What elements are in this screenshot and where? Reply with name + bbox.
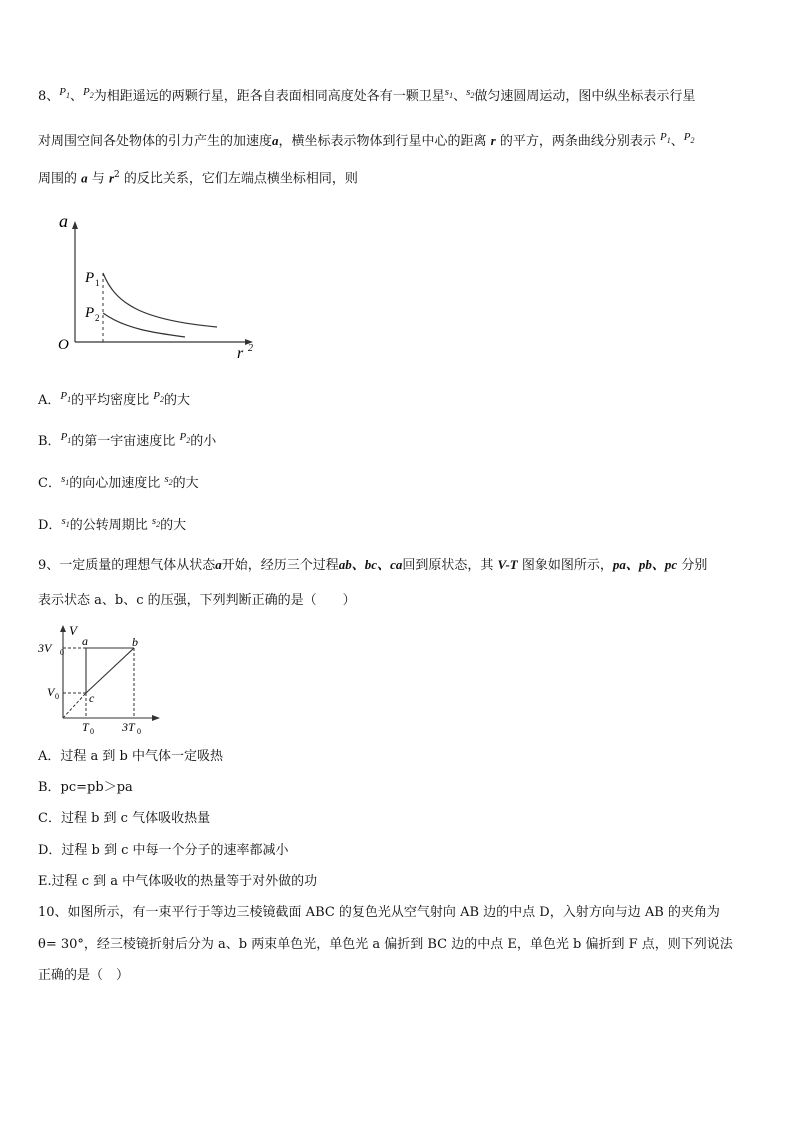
svg-text:V: V (69, 623, 77, 638)
q9-option-d: D．过程 b 到 c 中每一个分子的速率都减小 (38, 843, 289, 858)
label-p2: P (85, 305, 95, 321)
label-p1: P (85, 270, 95, 286)
svg-text:c: c (89, 691, 95, 705)
svg-text:3V: 3V (38, 641, 52, 655)
q10-line-2: θ= 30°，经三棱镜折射后分为 a、b 两束单色光，单色光 a 偏折到 BC 边的中点 E，单色光 b 偏折到 F 点，则下列说法 (38, 937, 733, 952)
q8-option-d: D．$^{s_1}$的公转周期比 $^{s_2}$的大 (38, 515, 187, 533)
q8-line-1: 8、$^{P_1}$、$^{P_2}$为相距遥远的两颗行星，距各自表面相同高度处各有一颗卫星$^{s_1}$、$^{s_2}$做匀速圆周运动，图中纵坐标表示行星 (38, 86, 696, 104)
q10-line-3: 正确的是（ ） (38, 968, 130, 983)
svg-text:3T: 3T (122, 720, 135, 734)
q8-line-2: 对周围空间各处物体的引力产生的加速度a，横坐标表示物体到行星中心的距离 r 的平方，两条曲线分别表示 $^{P_1}$、$^{P_2}$ (38, 131, 695, 149)
svg-text:2: 2 (95, 313, 100, 323)
q9-option-b: B．pc=pb＞pa (38, 780, 133, 795)
symbol-s2: s2 (466, 86, 475, 101)
q9-option-a: A．过程 a 到 b 中气体一定吸热 (38, 749, 223, 764)
q9-graph (36, 620, 166, 740)
svg-text:0: 0 (137, 727, 141, 736)
q9-line-1: 9、一定质量的理想气体从状态a开始，经历三个过程ab、bc、ca回到原状态，其 V-T 图象如图所示，pa、pb、pc 分别 (38, 557, 708, 573)
svg-text:V: V (47, 685, 55, 699)
q9-option-c: C．过程 b 到 c 气体吸收热量 (38, 811, 211, 826)
curve-p2 (103, 313, 185, 337)
q8-line-3: 周围的 a 与 $r^2$ 的反比关系，它们左端点横坐标相同，则 (38, 170, 358, 187)
q9-line-2: 表示状态 a、b、c 的压强，下列判断正确的是（ ） (38, 593, 356, 608)
q8-option-c: C．$^{s_1}$的向心加速度比 $^{s_2}$的大 (38, 473, 199, 491)
svg-text:0: 0 (60, 648, 64, 657)
svg-text:2: 2 (248, 343, 253, 354)
origin-label: O (58, 337, 69, 353)
curve-p1 (103, 273, 217, 327)
symbol-p2: P2 (83, 86, 94, 101)
q8-option-b: B．$^{P_1}$的第一宇宙速度比 $^{P_2}$的小 (38, 431, 217, 449)
svg-text:T: T (82, 720, 89, 734)
q10-line-1: 10、如图所示，有一束平行于等边三棱镜截面 ABC 的复色光从空气射向 AB 边的中点 D，入射方向与边 AB 的夹角为 (38, 905, 720, 920)
svg-text:1: 1 (95, 278, 100, 288)
q8-option-a: A．$^{P_1}$的平均密度比 $^{P_2}$的大 (38, 390, 191, 408)
svg-text:0: 0 (55, 692, 59, 701)
axis-label-a: a (59, 211, 68, 231)
svg-text:b: b (132, 635, 138, 649)
symbol-s1: s1 (444, 86, 454, 101)
symbol-p1: P1 (59, 86, 71, 101)
q8-graph (55, 205, 265, 365)
svg-text:a: a (82, 634, 88, 648)
svg-text:0: 0 (90, 727, 94, 736)
process-bc (86, 648, 134, 693)
svg-text:r: r (237, 345, 244, 362)
q9-option-e: E.过程 c 到 a 中气体吸收的热量等于对外做的功 (38, 874, 318, 889)
